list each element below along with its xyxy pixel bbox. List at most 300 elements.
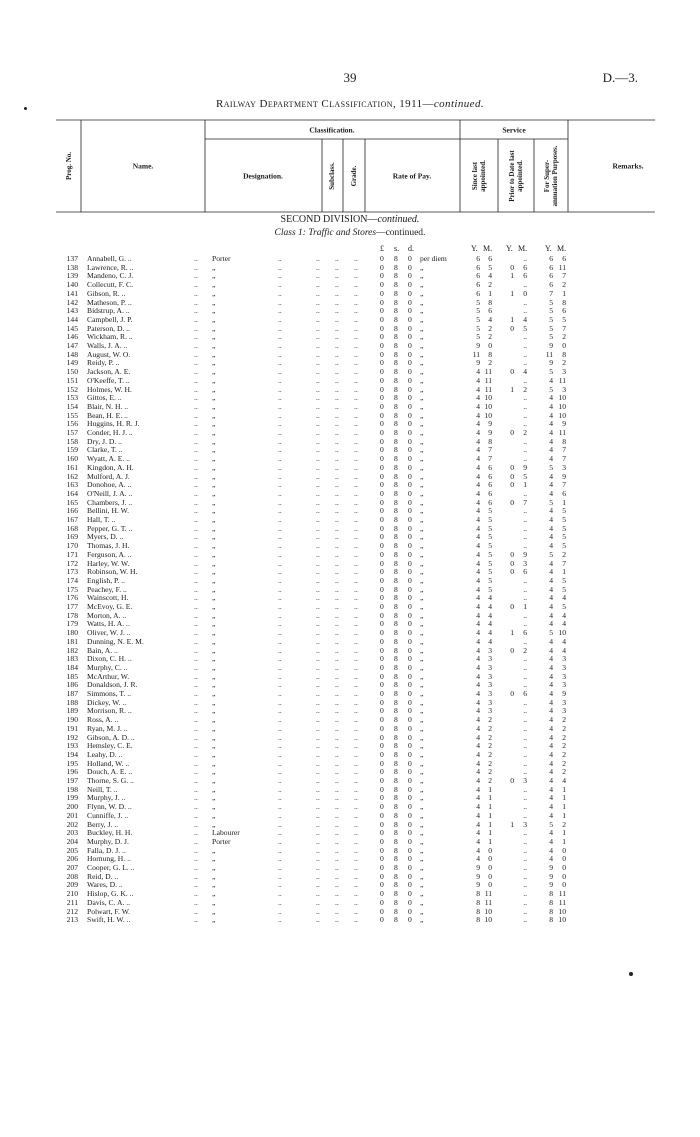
pay-shillings: 8 — [394, 619, 398, 629]
subclass-dots: .. — [316, 715, 320, 725]
since-years: 5 — [476, 297, 480, 307]
leader-dots: .. — [278, 889, 282, 899]
prog-no: 154 — [66, 401, 78, 411]
subclass-dots: .. — [316, 445, 320, 455]
leader-dots: .. — [194, 619, 198, 629]
employee-name: Douch, A. E. .. — [87, 767, 133, 777]
super-months: 1 — [562, 288, 566, 298]
prior-months: 3 — [523, 558, 527, 568]
pay-pence: 0 — [408, 741, 412, 751]
subclass-dots: .. — [316, 897, 320, 907]
grade-dots: .. — [335, 314, 339, 324]
pay-rate-text: „ — [420, 793, 424, 803]
super-months: 2 — [562, 758, 566, 768]
subclass-dots: .. — [316, 506, 320, 516]
pay-rate-text: „ — [420, 288, 424, 298]
grade-dots: .. — [335, 906, 339, 916]
super-years: 4 — [549, 654, 553, 664]
employee-name: Ryan, M. J. .. — [87, 723, 128, 733]
leader-dots: .. — [354, 584, 358, 594]
pay-pounds: 0 — [380, 706, 384, 716]
since-months: 4 — [488, 636, 492, 646]
since-years: 4 — [476, 523, 480, 533]
leader-dots: .. — [354, 306, 358, 316]
super-years: 8 — [549, 915, 553, 925]
prior-months: .. — [523, 915, 527, 925]
grade-dots: .. — [335, 358, 339, 368]
since-months: 10 — [484, 915, 492, 925]
pay-shillings: 8 — [394, 367, 398, 377]
leader-dots: .. — [194, 549, 198, 559]
designation: „ — [212, 689, 216, 698]
prior-months: 4 — [523, 367, 527, 377]
since-months: 9 — [488, 419, 492, 429]
pay-pence: 0 — [408, 401, 412, 411]
prior-months: .. — [523, 723, 527, 733]
pay-pence: 0 — [408, 863, 412, 872]
grade-dots: .. — [335, 454, 339, 464]
since-months: 11 — [484, 384, 492, 394]
pay-pence: 0 — [408, 793, 412, 803]
since-years: 5 — [476, 306, 480, 316]
leader-dots: .. — [194, 419, 198, 429]
leader-dots: .. — [278, 393, 282, 403]
leader-dots: .. — [278, 854, 282, 864]
grade-dots: .. — [335, 828, 339, 838]
pay-pounds: 0 — [380, 471, 384, 481]
leader-dots: .. — [278, 515, 282, 524]
leader-dots: .. — [354, 776, 358, 785]
since-months: 1 — [488, 288, 492, 298]
leader-dots: .. — [194, 645, 198, 655]
prior-years: 1 — [510, 819, 514, 829]
leader-dots: .. — [278, 671, 282, 681]
super-months: 6 — [562, 254, 566, 263]
leader-dots: .. — [278, 497, 282, 507]
pay-rate-text: „ — [420, 297, 424, 307]
subclass-dots: .. — [316, 419, 320, 429]
subclass-dots: .. — [316, 271, 320, 281]
since-years: 4 — [476, 662, 480, 672]
subclass-dots: .. — [316, 297, 320, 307]
super-years: 9 — [549, 358, 553, 368]
grade-dots: .. — [335, 480, 339, 490]
pay-pounds: 0 — [380, 497, 384, 507]
pay-shillings: 8 — [394, 332, 398, 342]
designation: „ — [212, 306, 216, 316]
super-years: 5 — [549, 497, 553, 507]
leader-dots: .. — [194, 471, 198, 481]
pay-pence: 0 — [408, 654, 412, 664]
prior-months: 2 — [523, 645, 527, 655]
leader-dots: .. — [354, 575, 358, 585]
grade-dots: .. — [335, 280, 339, 290]
pay-pence: 0 — [408, 680, 412, 690]
grade-dots: .. — [335, 332, 339, 342]
pay-pounds: 0 — [380, 462, 384, 472]
subclass-dots: .. — [316, 401, 320, 411]
subclass-dots: .. — [316, 845, 320, 855]
pay-pence: 0 — [408, 758, 412, 768]
header-remarks: Remarks. — [612, 161, 644, 171]
since-years: 4 — [476, 654, 480, 664]
prior-years: 0 — [510, 558, 514, 568]
pay-rate-text: „ — [420, 619, 424, 629]
designation: „ — [212, 445, 216, 455]
pay-pence: 0 — [408, 828, 412, 838]
designation: „ — [212, 871, 216, 881]
pay-pence: 0 — [408, 436, 412, 446]
leader-dots: .. — [278, 367, 282, 377]
pay-shillings: 8 — [394, 297, 398, 307]
leader-dots: .. — [194, 802, 198, 812]
pay-rate-text: „ — [420, 497, 424, 507]
pay-pounds: 0 — [380, 897, 384, 907]
leader-dots: .. — [354, 697, 358, 707]
pay-pounds: 0 — [380, 306, 384, 316]
pay-rate-text: „ — [420, 845, 424, 855]
pay-rate-text: „ — [420, 767, 424, 777]
since-years: 4 — [476, 819, 480, 829]
grade-dots: .. — [335, 767, 339, 777]
prog-no: 158 — [66, 436, 78, 446]
leader-dots: .. — [354, 341, 358, 350]
since-months: 6 — [488, 462, 492, 472]
pay-pounds: 0 — [380, 393, 384, 403]
employee-name: Pepper, G. T. .. — [87, 523, 133, 533]
prog-no: 209 — [66, 880, 78, 890]
grade-dots: .. — [335, 419, 339, 429]
prior-months: 3 — [523, 819, 527, 829]
employee-name: Hall, T. .. — [87, 515, 116, 524]
employee-name: Donohoe, A. .. — [87, 480, 132, 490]
prior-months: .. — [523, 401, 527, 411]
prog-no: 193 — [66, 741, 78, 751]
pay-rate-text: „ — [420, 410, 424, 420]
employee-name: Huggins, H. R. J. — [87, 419, 140, 429]
employee-name: Morrison, R. .. — [87, 706, 132, 716]
leader-dots: .. — [194, 715, 198, 725]
leader-dots: .. — [278, 680, 282, 690]
pay-rate-text: „ — [420, 776, 424, 785]
since-months: 5 — [488, 262, 492, 272]
since-months: 0 — [488, 871, 492, 881]
leader-dots: .. — [278, 610, 282, 620]
pay-shillings: 8 — [394, 314, 398, 324]
pay-shillings: 8 — [394, 436, 398, 446]
super-years: 4 — [549, 662, 553, 672]
grade-dots: .. — [335, 558, 339, 568]
pay-rate-text: „ — [420, 341, 424, 350]
subclass-dots: .. — [316, 541, 320, 551]
leader-dots: .. — [354, 541, 358, 551]
since-years: 4 — [476, 610, 480, 620]
pay-pence: 0 — [408, 332, 412, 342]
prog-no: 149 — [66, 358, 78, 368]
pay-pounds: 0 — [380, 628, 384, 638]
designation: „ — [212, 897, 216, 907]
grade-dots: .. — [335, 689, 339, 698]
grade-dots: .. — [335, 271, 339, 281]
since-years: 4 — [476, 515, 480, 524]
super-years: 4 — [549, 541, 553, 551]
grade-dots: .. — [335, 497, 339, 507]
super-months: 7 — [562, 480, 566, 490]
prior-months: .. — [523, 419, 527, 429]
super-months: 5 — [562, 314, 566, 324]
since-years: 4 — [476, 497, 480, 507]
super-years: 11 — [545, 349, 553, 359]
employee-name: Murphy, J. .. — [87, 793, 126, 803]
leader-dots: .. — [194, 828, 198, 838]
grade-dots: .. — [335, 776, 339, 785]
super-months: 5 — [562, 541, 566, 551]
super-months: 10 — [558, 410, 566, 420]
prior-months: 6 — [523, 628, 527, 638]
pay-pounds: 0 — [380, 828, 384, 838]
super-months: 2 — [562, 723, 566, 733]
designation: „ — [212, 602, 216, 611]
pay-rate-text: „ — [420, 367, 424, 377]
designation: „ — [212, 863, 216, 872]
prior-months: 2 — [523, 384, 527, 394]
grade-dots: .. — [335, 375, 339, 385]
grade-dots: .. — [335, 262, 339, 272]
pay-pence: 0 — [408, 419, 412, 429]
employee-name: Campbell, J. P. — [87, 314, 133, 324]
pay-pence: 0 — [408, 280, 412, 290]
pay-pounds: 0 — [380, 749, 384, 759]
leader-dots: .. — [354, 871, 358, 881]
header-rate-of-pay: Rate of Pay. — [392, 171, 432, 181]
leader-dots: .. — [354, 767, 358, 777]
pay-shillings: 8 — [394, 758, 398, 768]
prior-months: .. — [523, 515, 527, 524]
since-years: 9 — [476, 358, 480, 368]
super-years: 4 — [549, 410, 553, 420]
super-months: 11 — [558, 428, 566, 437]
super-years: 4 — [549, 706, 553, 716]
super-months: 7 — [562, 558, 566, 568]
pay-shillings: 8 — [394, 645, 398, 655]
super-years: 5 — [549, 628, 553, 638]
unit-months-3: M. — [557, 244, 567, 253]
pay-pence: 0 — [408, 636, 412, 646]
pay-shillings: 8 — [394, 863, 398, 872]
leader-dots: .. — [278, 288, 282, 298]
leader-dots: .. — [278, 802, 282, 812]
employee-name: Mandeno, C. J. — [87, 271, 134, 281]
subclass-dots: .. — [316, 749, 320, 759]
employee-name: Collecutt, F. C. — [87, 280, 134, 290]
leader-dots: .. — [354, 897, 358, 907]
designation: „ — [212, 488, 216, 498]
leader-dots: .. — [194, 880, 198, 890]
since-months: 2 — [488, 323, 492, 333]
super-years: 7 — [549, 288, 553, 298]
employee-name: Gittos, E. .. — [87, 393, 122, 403]
since-months: 5 — [488, 558, 492, 568]
leader-dots: .. — [278, 332, 282, 342]
since-years: 4 — [476, 619, 480, 629]
prior-months: .. — [523, 793, 527, 803]
super-months: 3 — [562, 662, 566, 672]
employee-name: Kingdon, A. H. — [87, 462, 134, 472]
pay-rate-text: „ — [420, 375, 424, 385]
pay-pounds: 0 — [380, 332, 384, 342]
employee-name: Dixon, C. H. .. — [87, 654, 132, 664]
super-years: 4 — [549, 375, 553, 385]
leader-dots: .. — [194, 515, 198, 524]
leader-dots: .. — [354, 636, 358, 646]
leader-dots: .. — [354, 671, 358, 681]
subclass-dots: .. — [316, 741, 320, 751]
prog-no: 176 — [66, 593, 78, 603]
leader-dots: .. — [194, 375, 198, 385]
super-years: 4 — [549, 793, 553, 803]
prog-no: 155 — [66, 410, 78, 420]
prog-no: 202 — [66, 819, 78, 829]
leader-dots: .. — [354, 549, 358, 559]
designation: „ — [212, 645, 216, 655]
subclass-dots: .. — [316, 549, 320, 559]
designation: „ — [212, 671, 216, 681]
subclass-dots: .. — [316, 889, 320, 899]
pay-pounds: 0 — [380, 697, 384, 707]
super-years: 9 — [549, 871, 553, 881]
pay-shillings: 8 — [394, 715, 398, 725]
pay-rate-text: „ — [420, 358, 424, 368]
leader-dots: .. — [278, 532, 282, 542]
leader-dots: .. — [278, 341, 282, 350]
leader-dots: .. — [354, 393, 358, 403]
leader-dots: .. — [194, 723, 198, 733]
designation: Porter — [212, 836, 231, 846]
employee-name: Mulford, A. J. — [87, 471, 130, 481]
employee-name: Swift, H. W. .. — [87, 915, 131, 925]
prog-no: 163 — [66, 480, 78, 490]
leader-dots: .. — [354, 297, 358, 307]
since-months: 4 — [488, 610, 492, 620]
pay-shillings: 8 — [394, 793, 398, 803]
prior-months: 0 — [523, 288, 527, 298]
since-months: 11 — [484, 367, 492, 377]
unit-shillings: s. — [394, 244, 400, 253]
subclass-dots: .. — [316, 802, 320, 812]
since-months: 1 — [488, 819, 492, 829]
prior-months: .. — [523, 845, 527, 855]
since-months: 3 — [488, 654, 492, 664]
since-years: 4 — [476, 836, 480, 846]
pay-pence: 0 — [408, 610, 412, 620]
leader-dots: .. — [354, 758, 358, 768]
pay-shillings: 8 — [394, 784, 398, 794]
pay-shillings: 8 — [394, 828, 398, 838]
designation: „ — [212, 428, 216, 437]
pay-shillings: 8 — [394, 741, 398, 751]
pay-shillings: 8 — [394, 428, 398, 437]
prior-months: .. — [523, 715, 527, 725]
pay-pounds: 0 — [380, 819, 384, 829]
subclass-dots: .. — [316, 584, 320, 594]
header-prog-no: Prog. No. — [65, 151, 73, 181]
prior-months: .. — [523, 349, 527, 359]
leader-dots: .. — [354, 358, 358, 368]
leader-dots: .. — [278, 358, 282, 368]
pay-shillings: 8 — [394, 680, 398, 690]
leader-dots: .. — [278, 445, 282, 455]
super-years: 4 — [549, 697, 553, 707]
prior-months: 1 — [523, 602, 527, 611]
super-years: 4 — [549, 645, 553, 655]
scan-speck — [24, 107, 27, 110]
prior-months: .. — [523, 332, 527, 342]
pay-rate-text: „ — [420, 271, 424, 281]
super-months: 4 — [562, 610, 566, 620]
prior-months: .. — [523, 671, 527, 681]
leader-dots: .. — [354, 280, 358, 290]
designation: „ — [212, 819, 216, 829]
prior-months: 6 — [523, 567, 527, 577]
pay-pounds: 0 — [380, 515, 384, 524]
leader-dots: .. — [194, 575, 198, 585]
leader-dots: .. — [278, 810, 282, 820]
pay-pounds: 0 — [380, 506, 384, 516]
leader-dots: .. — [278, 349, 282, 359]
pay-pounds: 0 — [380, 619, 384, 629]
prior-months: .. — [523, 854, 527, 864]
designation: „ — [212, 375, 216, 385]
subclass-dots: .. — [316, 323, 320, 333]
pay-pence: 0 — [408, 619, 412, 629]
leader-dots: .. — [194, 863, 198, 872]
leader-dots: .. — [194, 689, 198, 698]
since-months: 3 — [488, 662, 492, 672]
designation: „ — [212, 567, 216, 577]
leader-dots: .. — [278, 375, 282, 385]
super-years: 4 — [549, 741, 553, 751]
designation: „ — [212, 854, 216, 864]
employee-name: Robinson, W. H. — [87, 567, 138, 577]
super-years: 5 — [549, 819, 553, 829]
prior-months: .. — [523, 828, 527, 838]
leader-dots: .. — [354, 262, 358, 272]
leader-dots: .. — [354, 323, 358, 333]
pay-rate-text: „ — [420, 349, 424, 359]
pay-rate-text: „ — [420, 454, 424, 464]
leader-dots: .. — [354, 288, 358, 298]
leader-dots: .. — [354, 741, 358, 751]
since-years: 4 — [476, 532, 480, 542]
pay-shillings: 8 — [394, 393, 398, 403]
since-months: 10 — [484, 401, 492, 411]
leader-dots: .. — [278, 436, 282, 446]
leader-dots: .. — [278, 776, 282, 785]
leader-dots: .. — [194, 758, 198, 768]
super-years: 4 — [549, 715, 553, 725]
subclass-dots: .. — [316, 915, 320, 925]
designation: „ — [212, 523, 216, 533]
leader-dots: .. — [278, 897, 282, 907]
since-years: 4 — [476, 854, 480, 864]
leader-dots: .. — [278, 419, 282, 429]
since-years: 4 — [476, 645, 480, 655]
prog-no: 168 — [66, 523, 78, 533]
since-months: 1 — [488, 810, 492, 820]
employee-name: Hemsley, C. E. — [87, 741, 133, 751]
subclass-dots: .. — [316, 662, 320, 672]
grade-dots: .. — [335, 593, 339, 603]
